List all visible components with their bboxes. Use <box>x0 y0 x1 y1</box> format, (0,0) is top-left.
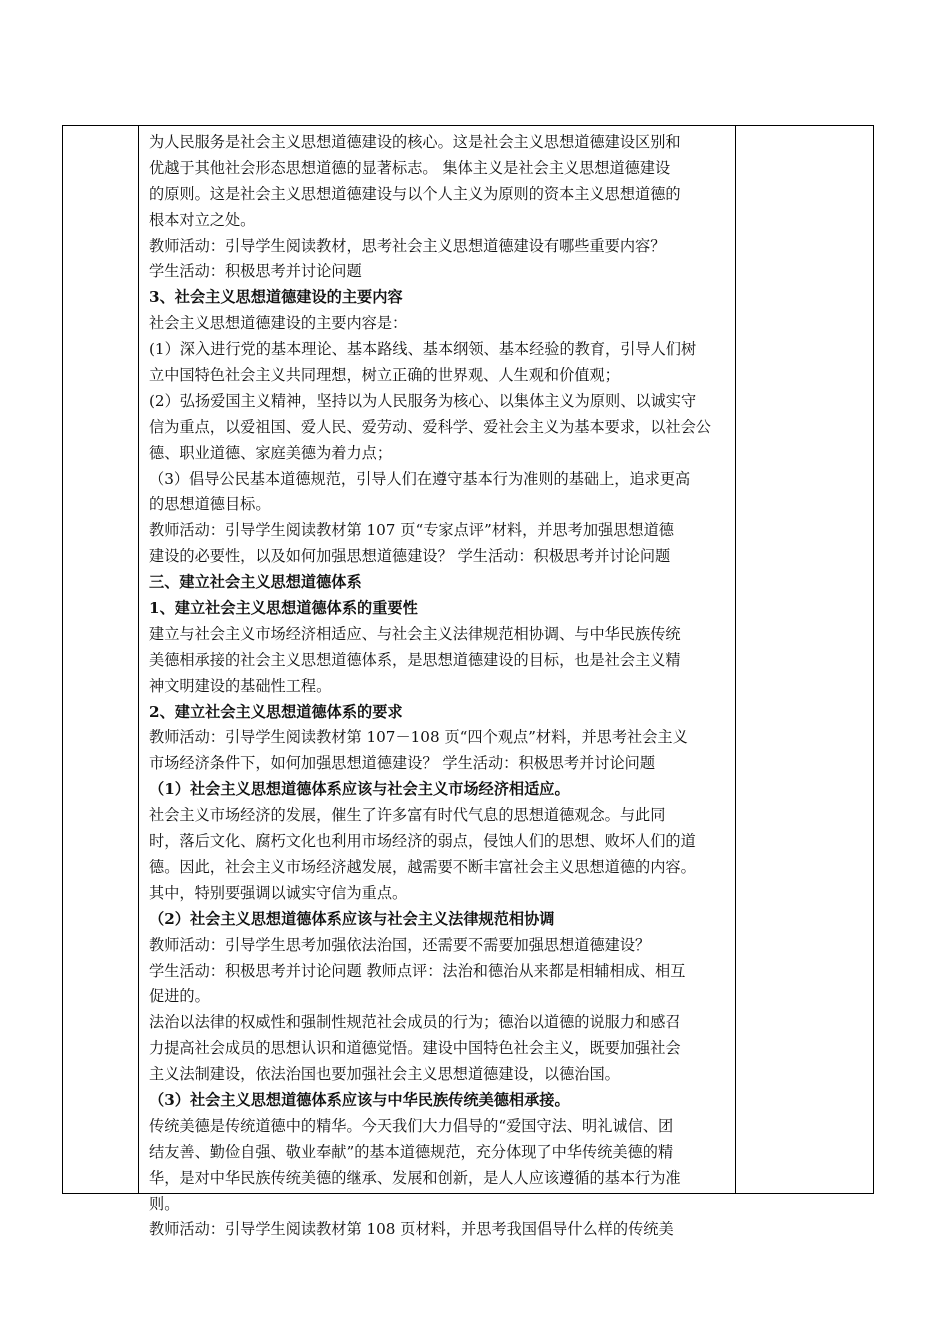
text-line: 社会主义思想道德建设的主要内容是： <box>149 314 408 333</box>
text-line: 教师活动：引导学生阅读教材，思考社会主义思想道德建设有哪些重要内容？ <box>149 236 666 255</box>
text-line: 力提高社会成员的思想认识和道德觉悟。建设中国特色社会主义，既要加强社会 <box>149 1039 681 1058</box>
text-line: 结友善、勤俭自强、敬业奉献”的基本道德规范，充分体现了中华传统美德的精 <box>149 1142 674 1161</box>
text-line: （3）倡导公民基本道德规范，引导人们在遵守基本行为准则的基础上，追求更高 <box>149 469 691 488</box>
text-line: 建设的必要性，以及如何加强思想道德建设？ 学生活动：积极思考并讨论问题 <box>149 547 671 566</box>
text-line: 为人民服务是社会主义思想道德建设的核心。这是社会主义思想道德建设区别和 <box>149 133 681 151</box>
text-line: 立中国特色社会主义共同理想，树立正确的世界观、人生观和价值观； <box>149 366 620 385</box>
text-line: 建立与社会主义市场经济相适应、与社会主义法律规范相协调、与中华民族传统 <box>149 624 681 643</box>
text-line: 信为重点，以爱祖国、爱人民、爱劳动、爱科学、爱社会主义为基本要求，以社会公 <box>149 417 711 436</box>
text-line: 法治以法律的权威性和强制性规范社会成员的行为；德治以道德的说服力和感召 <box>149 1013 681 1032</box>
text-line: 神文明建设的基础性工程。 <box>149 676 332 695</box>
text-line: 传统美德是传统道德中的精华。今天我们大力倡导的“爱国守法、明礼诚信、团 <box>149 1116 674 1135</box>
text-line: 时，落后文化、腐朽文化也利用市场经济的弱点，侵蚀人们的思想、败坏人们的道 <box>149 832 696 851</box>
text-line: 其中，特别要强调以诚实守信为重点。 <box>149 883 408 902</box>
section-heading: （1）社会主义思想道德体系应该与社会主义市场经济相适应。 <box>149 780 570 799</box>
text-line: 德、职业道德、家庭美德为着力点； <box>149 443 392 462</box>
section-heading: （2）社会主义思想道德体系应该与社会主义法律规范相协调 <box>149 909 555 928</box>
text-line: 的原则。这是社会主义思想道德建设与以个人主义为原则的资本主义思想道德的 <box>149 184 681 203</box>
text-line: 主义法制建设，依法治国也要加强社会主义思想道德建设，以德治国。 <box>149 1065 620 1084</box>
text-line: 学生活动：积极思考并讨论问题 <box>149 262 362 281</box>
section-heading: 三、建立社会主义思想道德体系 <box>149 573 362 592</box>
text-line: 社会主义市场经济的发展，催生了许多富有时代气息的思想道德观念。与此同 <box>149 806 666 825</box>
text-line: (2）弘扬爱国主义精神，坚持以为人民服务为核心、以集体主义为原则、以诚实守 <box>149 391 697 410</box>
text-line: (1）深入进行党的基本理论、基本路线、基本纲领、基本经验的教育，引导人们树 <box>149 340 697 359</box>
text-line: 根本对立之处。 <box>149 210 256 229</box>
text-line: 教师活动：引导学生阅读教材第 108 页材料，并思考我国倡导什么样的传统美 <box>149 1220 674 1239</box>
text-line: 促进的。 <box>149 987 210 1006</box>
text-line: 优越于其他社会形态思想道德的显著标志。 集体主义是社会主义思想道德建设 <box>149 158 671 177</box>
column-divider <box>138 126 139 1193</box>
section-heading: 2、建立社会主义思想道德体系的要求 <box>149 702 403 721</box>
text-line: 华，是对中华民族传统美德的继承、发展和创新，是人人应该遵循的基本行为准 <box>149 1168 681 1187</box>
lesson-content-cell <box>149 130 741 1239</box>
text-line: 教师活动：引导学生思考加强依法治国，还需要不需要加强思想道德建设？ <box>149 935 651 954</box>
section-heading: 1、建立社会主义思想道德体系的重要性 <box>149 599 418 618</box>
text-line: 教师活动：引导学生阅读教材第 107 页“专家点评”材料，并思考加强思想道德 <box>149 521 674 540</box>
text-line: 教师活动：引导学生阅读教材第 107－108 页“四个观点”材料，并思考社会主义 <box>149 728 688 747</box>
text-line: 则。 <box>149 1194 180 1213</box>
section-heading: （3）社会主义思想道德体系应该与中华民族传统美德相承接。 <box>149 1090 570 1109</box>
text-line: 的思想道德目标。 <box>149 495 271 514</box>
text-line: 美德相承接的社会主义思想道德体系，是思想道德建设的目标，也是社会主义精 <box>149 650 681 669</box>
text-line: 德。因此，社会主义市场经济越发展，越需要不断丰富社会主义思想道德的内容。 <box>149 857 696 876</box>
text-line: 学生活动：积极思考并讨论问题 教师点评：法治和德治从来都是相辅相成、相互 <box>149 961 686 980</box>
section-heading: 3、社会主义思想道德建设的主要内容 <box>149 288 403 307</box>
text-line: 市场经济条件下，如何加强思想道德建设？ 学生活动：积极思考并讨论问题 <box>149 754 656 773</box>
lesson-plan-table <box>62 125 874 1239</box>
